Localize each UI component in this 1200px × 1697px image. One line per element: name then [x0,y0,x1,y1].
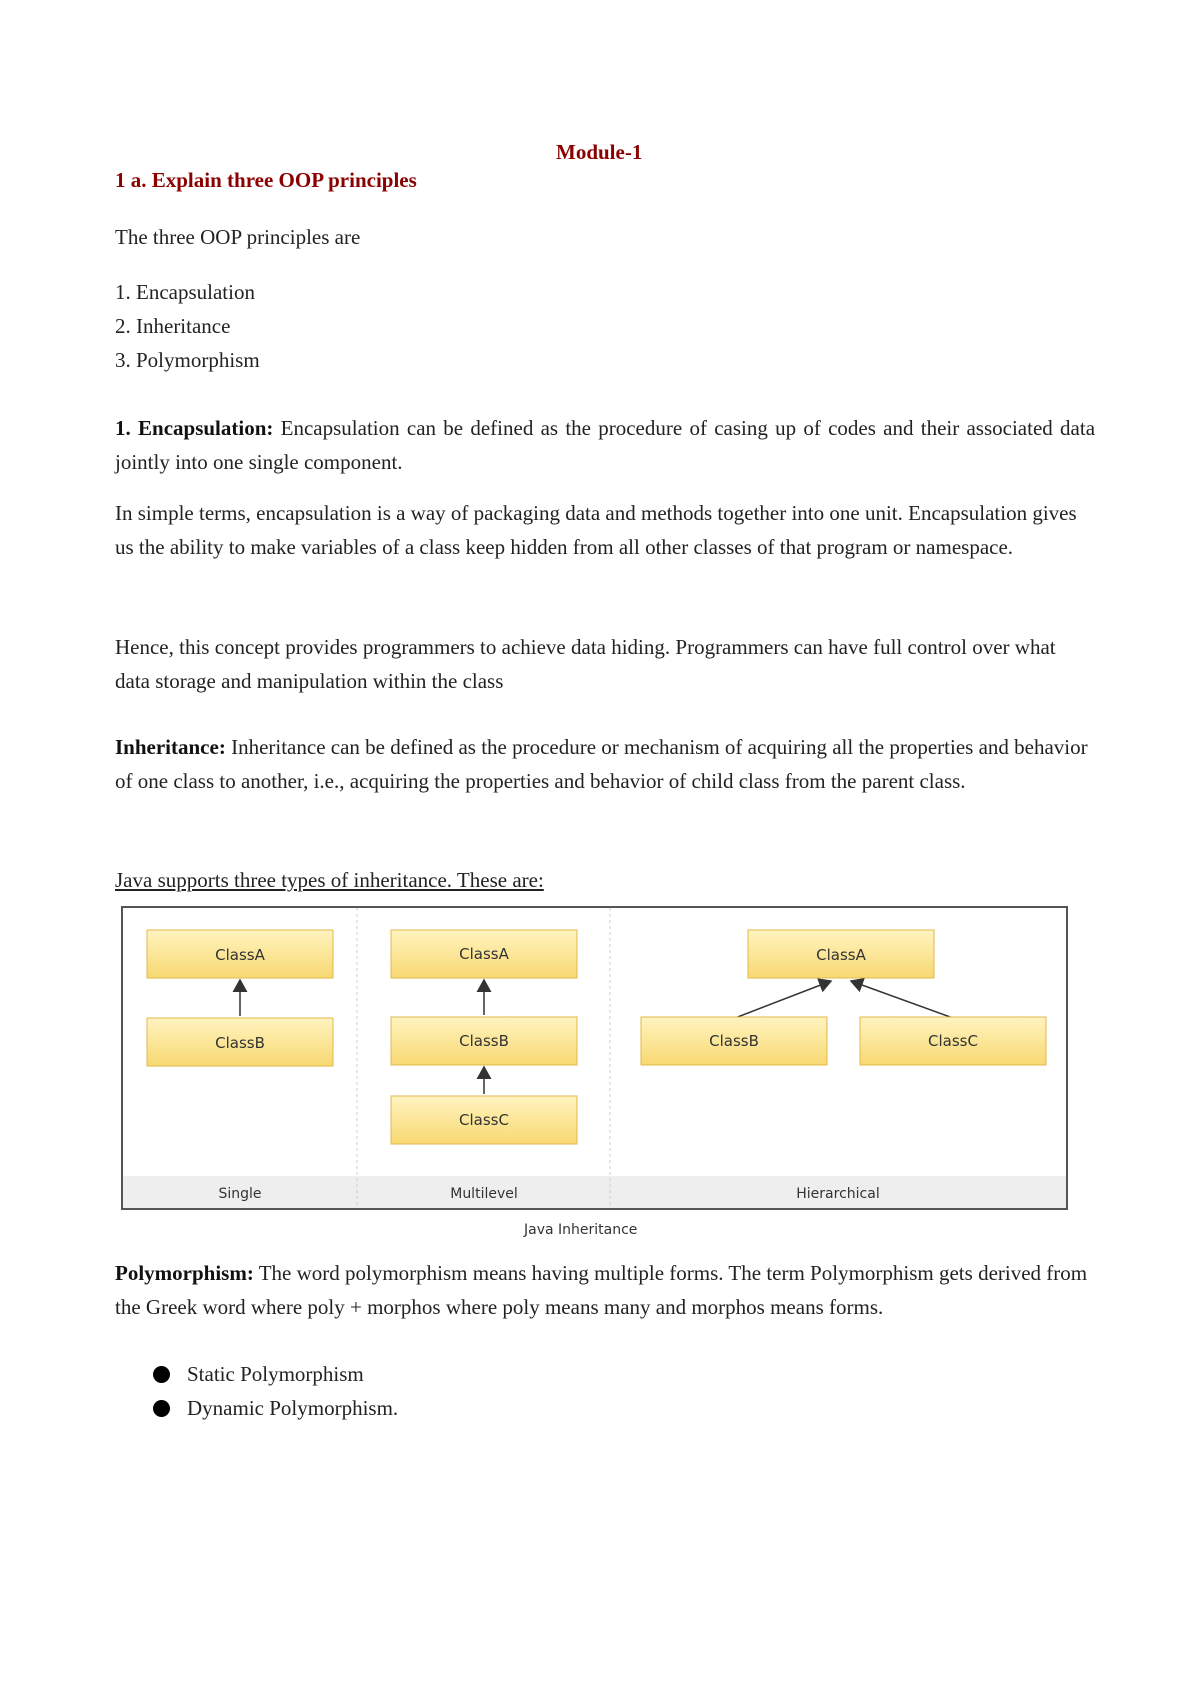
hierarchical-inheritance [641,930,1046,1202]
polymorphism-definition: The word polymorphism means having multiple forms. The term Polymorphism gets derived from the Greek word where poly + morphos where poly means many and morphos means forms. [115,1261,1088,1319]
list-item-label: Dynamic Polymorphism. [187,1395,399,1420]
intro-line: The three OOP principles are [115,225,361,249]
multilevel-label: Multilevel [450,1186,518,1202]
list-item: 2. Inheritance [115,314,231,338]
bullet-icon [153,1400,170,1417]
single-inheritance [147,930,333,1202]
list-item [153,1391,398,1425]
single-class-b-label: ClassB [215,1034,265,1052]
principles-list [115,275,260,377]
inheritance-diagram [121,906,1068,1210]
bullet-icon [153,1366,170,1383]
multilevel-class-a-label: ClassA [459,945,509,963]
list-item [153,1357,398,1391]
encapsulation-definition: Encapsulation can be defined as the procedure of casing up of codes and their associated data jointly into one single component. [115,416,1096,474]
list-item-label: Static Polymorphism [187,1361,364,1386]
polymorphism-paragraph [115,1256,1095,1324]
module-title: Module-1 [556,140,643,164]
encapsulation-label: 1. Encapsulation: [115,416,274,440]
inheritance-label: Inheritance: [115,735,226,759]
multilevel-inheritance [391,930,577,1202]
encapsulation-para2: In simple terms, encapsulation is a way of packaging data and methods together into one unit. Encapsulation gives us the ability to make variables of a class keep hidden from all other classes of that program or namespace. [115,501,1077,559]
single-class-a-label: ClassA [215,946,265,964]
single-label: Single [218,1186,262,1202]
encapsulation-para3: Hence, this concept provides programmers to achieve data hiding. Programmers can have full control over what data storage and manipulation within the class [115,635,1056,693]
inheritance-paragraph [115,730,1095,798]
hierarchical-label: Hierarchical [796,1186,880,1202]
multilevel-class-c-label: ClassC [459,1111,509,1129]
polymorphism-types-list [153,1357,398,1425]
encapsulation-paragraph [115,411,1095,479]
inheritance-types-line: Java supports three types of inheritance. These are: [115,868,544,892]
diagram-footer [123,1176,1066,1208]
list-item: 3. Polymorphism [115,348,260,372]
polymorphism-label: Polymorphism: [115,1261,254,1285]
hierarchical-class-c-label: ClassC [928,1032,978,1050]
hierarchical-arrow-c [851,981,953,1018]
hierarchical-class-a-label: ClassA [816,946,866,964]
hierarchical-class-b-label: ClassB [709,1032,759,1050]
question-heading: 1 a. Explain three OOP principles [115,168,417,192]
list-item: 1. Encapsulation [115,280,255,304]
hierarchical-arrow-b [735,981,831,1018]
multilevel-class-b-label: ClassB [459,1032,509,1050]
diagram-caption: Java Inheritance [524,1222,638,1238]
inheritance-definition: Inheritance can be defined as the procedure or mechanism of acquiring all the properties and behavior of one class to another, i.e., acquiring the properties and behavior of child class from the parent class. [115,735,1088,793]
